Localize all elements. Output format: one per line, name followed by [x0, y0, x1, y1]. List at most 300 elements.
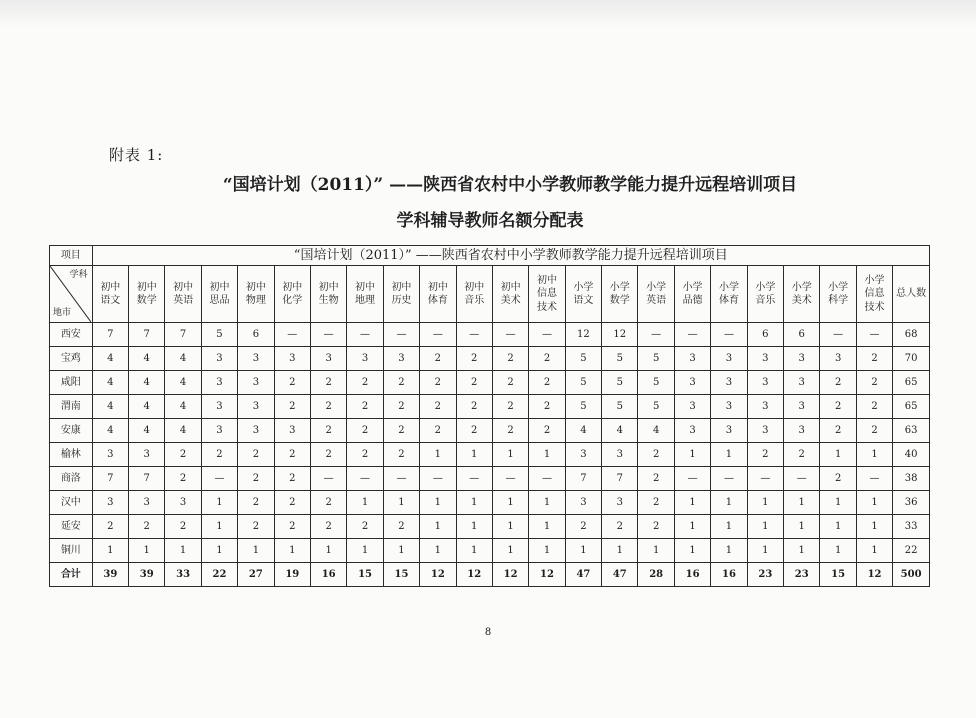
count-cell: —	[456, 467, 492, 491]
count-cell: 5	[602, 371, 638, 395]
count-cell: 2	[856, 347, 892, 371]
count-cell: 4	[129, 395, 165, 419]
count-cell: 2	[383, 371, 419, 395]
count-cell: 2	[492, 347, 528, 371]
column-header	[529, 266, 565, 323]
count-cell: —	[784, 467, 820, 491]
column-header-line: 小学	[646, 281, 667, 293]
column-header	[347, 266, 383, 323]
count-cell: 1	[784, 491, 820, 515]
column-header	[820, 266, 856, 323]
total-cell: 12	[492, 563, 528, 587]
count-cell: 3	[238, 371, 274, 395]
city-cell: 西安	[50, 323, 93, 347]
count-cell: 63	[893, 419, 930, 443]
city-cell: 宝鸡	[50, 347, 93, 371]
table-header-row	[50, 266, 930, 323]
count-cell: 2	[274, 491, 310, 515]
column-header	[310, 266, 346, 323]
count-cell: —	[747, 467, 783, 491]
document-subtitle: 学科辅导教师名额分配表	[396, 211, 584, 231]
count-cell: 4	[129, 347, 165, 371]
count-cell: 4	[165, 347, 201, 371]
count-cell: 2	[638, 515, 674, 539]
total-cell: 22	[201, 563, 237, 587]
count-cell: 2	[420, 371, 456, 395]
count-cell: 2	[420, 395, 456, 419]
column-header	[893, 266, 930, 323]
count-cell: —	[856, 467, 892, 491]
count-cell: 3	[747, 347, 783, 371]
count-cell: 1	[856, 515, 892, 539]
city-cell: 安康	[50, 419, 93, 443]
table-band-row	[50, 246, 930, 266]
count-cell: 1	[529, 515, 565, 539]
count-cell: 2	[274, 395, 310, 419]
table-row	[50, 491, 930, 515]
column-header-line: 初中	[427, 281, 448, 293]
count-cell: 2	[856, 395, 892, 419]
count-cell: 3	[347, 347, 383, 371]
column-header-line: 历史	[391, 295, 412, 306]
count-cell: —	[711, 467, 747, 491]
count-cell: 1	[820, 491, 856, 515]
column-header-line: 小学	[755, 281, 776, 293]
total-cell: 16	[711, 563, 747, 587]
count-cell: —	[383, 467, 419, 491]
count-cell: 2	[456, 371, 492, 395]
count-cell: 5	[602, 347, 638, 371]
quota-table	[49, 245, 930, 587]
column-header-line: 初中	[318, 281, 339, 293]
count-cell: 2	[310, 491, 346, 515]
count-cell: 1	[820, 539, 856, 563]
count-cell: 3	[674, 395, 710, 419]
column-header	[784, 266, 820, 323]
total-cell: 15	[383, 563, 419, 587]
total-cell: 500	[893, 563, 930, 587]
count-cell: 3	[674, 347, 710, 371]
count-cell: 2	[492, 419, 528, 443]
count-cell: 3	[129, 443, 165, 467]
column-header-line: 初中	[391, 281, 412, 293]
count-cell: 1	[420, 491, 456, 515]
count-cell: 3	[711, 395, 747, 419]
city-cell: 商洛	[50, 467, 93, 491]
total-label-cell: 合计	[50, 563, 93, 587]
count-cell: 1	[92, 539, 128, 563]
count-cell: —	[529, 323, 565, 347]
count-cell: 3	[602, 443, 638, 467]
count-cell: 12	[565, 323, 601, 347]
column-header-line: 数学	[136, 295, 157, 306]
total-cell: 28	[638, 563, 674, 587]
count-cell: —	[674, 323, 710, 347]
count-cell: 5	[602, 395, 638, 419]
table-row	[50, 515, 930, 539]
count-cell: 2	[92, 515, 128, 539]
count-cell: 4	[92, 419, 128, 443]
column-header	[674, 266, 710, 323]
count-cell: 1	[420, 515, 456, 539]
column-header-line: 初中	[500, 281, 521, 293]
table-band-title: “国培计划（2011）” ——陕西省农村中小学教师教学能力提升远程培训项目	[92, 246, 929, 266]
column-header-line: 美术	[500, 295, 521, 306]
total-cell: 47	[565, 563, 601, 587]
count-cell: 2	[492, 371, 528, 395]
count-cell: 2	[856, 419, 892, 443]
table-row	[50, 419, 930, 443]
count-cell: 1	[856, 539, 892, 563]
column-header-line: 语文	[573, 295, 594, 306]
count-cell: —	[820, 323, 856, 347]
count-cell: 3	[711, 347, 747, 371]
count-cell: 2	[784, 443, 820, 467]
count-cell: 2	[820, 419, 856, 443]
count-cell: 2	[274, 443, 310, 467]
count-cell: 3	[565, 443, 601, 467]
count-cell: 4	[92, 371, 128, 395]
count-cell: 7	[92, 323, 128, 347]
column-header-line: 英语	[646, 295, 667, 306]
count-cell: 1	[165, 539, 201, 563]
total-cell: 15	[820, 563, 856, 587]
count-cell: 3	[674, 371, 710, 395]
count-cell: 2	[820, 467, 856, 491]
count-cell: —	[310, 467, 346, 491]
count-cell: 2	[347, 515, 383, 539]
column-header-line: 初中	[537, 274, 557, 286]
count-cell: —	[856, 323, 892, 347]
corner-city-label: 地市	[53, 307, 72, 318]
count-cell: 5	[565, 371, 601, 395]
table-row	[50, 467, 930, 491]
column-header	[856, 266, 892, 323]
total-cell: 15	[347, 563, 383, 587]
count-cell: —	[674, 467, 710, 491]
count-cell: 36	[893, 491, 930, 515]
column-header-line: 美术	[791, 295, 812, 306]
count-cell: 3	[820, 347, 856, 371]
count-cell: 2	[420, 419, 456, 443]
corner-header-cell	[50, 266, 93, 323]
count-cell: 1	[129, 539, 165, 563]
column-header	[711, 266, 747, 323]
count-cell: 1	[456, 443, 492, 467]
count-cell: 1	[711, 539, 747, 563]
count-cell: 3	[92, 491, 128, 515]
column-header-line: 信息	[864, 288, 885, 300]
city-cell: 榆林	[50, 443, 93, 467]
count-cell: —	[420, 467, 456, 491]
count-cell: 3	[92, 443, 128, 467]
column-header-line: 体育	[718, 295, 739, 306]
count-cell: 1	[674, 539, 710, 563]
total-cell: 39	[92, 563, 128, 587]
count-cell: —	[310, 323, 346, 347]
column-header-line: 初中	[209, 281, 230, 293]
page-number: 8	[484, 627, 492, 638]
column-header-line: 英语	[173, 295, 194, 306]
count-cell: 2	[238, 491, 274, 515]
column-header-line: 小学	[609, 281, 630, 293]
column-header-line: 初中	[282, 281, 303, 293]
count-cell: 5	[201, 323, 237, 347]
count-cell: 2	[820, 395, 856, 419]
count-cell: 1	[456, 515, 492, 539]
count-cell: 4	[129, 419, 165, 443]
count-cell: 2	[310, 395, 346, 419]
table-row	[50, 539, 930, 563]
count-cell: 4	[565, 419, 601, 443]
count-cell: 2	[274, 371, 310, 395]
count-cell: 2	[238, 443, 274, 467]
count-cell: 2	[165, 443, 201, 467]
appendix-label: 附表 1:	[109, 146, 164, 164]
column-header	[456, 266, 492, 323]
count-cell: 1	[492, 539, 528, 563]
count-cell: 3	[784, 395, 820, 419]
count-cell: 2	[383, 419, 419, 443]
count-cell: 40	[893, 443, 930, 467]
count-cell: 4	[129, 371, 165, 395]
count-cell: —	[201, 467, 237, 491]
total-cell: 33	[165, 563, 201, 587]
count-cell: —	[529, 467, 565, 491]
count-cell: 2	[310, 371, 346, 395]
count-cell: 1	[274, 539, 310, 563]
document-title: “国培计划（2011）” ——陕西省农村中小学教师教学能力提升远程培训项目	[222, 175, 798, 195]
column-header	[638, 266, 674, 323]
table-row	[50, 323, 930, 347]
count-cell: 1	[310, 539, 346, 563]
count-cell: 3	[201, 347, 237, 371]
count-cell: 2	[420, 347, 456, 371]
count-cell: 3	[238, 347, 274, 371]
count-cell: 3	[747, 395, 783, 419]
column-header-line: 科学	[828, 295, 849, 306]
column-header-line: 小学	[828, 281, 849, 293]
corner-subject-label: 学科	[69, 270, 88, 280]
count-cell: 65	[893, 395, 930, 419]
column-header-line: 数学	[609, 295, 630, 306]
city-cell: 延安	[50, 515, 93, 539]
count-cell: —	[492, 323, 528, 347]
count-cell: 12	[602, 323, 638, 347]
count-cell: 4	[602, 419, 638, 443]
count-cell: 1	[820, 443, 856, 467]
column-header-line: 语文	[100, 295, 121, 306]
column-header	[602, 266, 638, 323]
count-cell: 1	[492, 443, 528, 467]
count-cell: 2	[529, 347, 565, 371]
count-cell: 1	[201, 491, 237, 515]
count-cell: 1	[383, 539, 419, 563]
total-cell: 27	[238, 563, 274, 587]
count-cell: 3	[383, 347, 419, 371]
count-cell: 7	[165, 323, 201, 347]
count-cell: —	[347, 323, 383, 347]
count-cell: 7	[565, 467, 601, 491]
total-cell: 12	[456, 563, 492, 587]
count-cell: 4	[92, 395, 128, 419]
column-header-line: 初中	[136, 281, 157, 293]
count-cell: 3	[274, 419, 310, 443]
count-cell: 1	[201, 539, 237, 563]
count-cell: 1	[856, 443, 892, 467]
column-header	[492, 266, 528, 323]
count-cell: 3	[201, 395, 237, 419]
column-header-line: 信息	[537, 288, 557, 300]
count-cell: 2	[529, 419, 565, 443]
count-cell: 1	[820, 515, 856, 539]
count-cell: 2	[456, 395, 492, 419]
total-cell: 16	[310, 563, 346, 587]
count-cell: 4	[92, 347, 128, 371]
table-row	[50, 347, 930, 371]
count-cell: 6	[747, 323, 783, 347]
count-cell: 3	[674, 419, 710, 443]
count-cell: 3	[201, 371, 237, 395]
count-cell: 2	[129, 515, 165, 539]
count-cell: 3	[711, 371, 747, 395]
count-cell: 1	[747, 491, 783, 515]
count-cell: —	[638, 323, 674, 347]
count-cell: 5	[638, 347, 674, 371]
count-cell: 2	[347, 419, 383, 443]
column-header-line: 初中	[100, 281, 121, 293]
total-cell: 16	[674, 563, 710, 587]
column-header	[238, 266, 274, 323]
column-header-line: 音乐	[755, 295, 776, 306]
column-header	[565, 266, 601, 323]
count-cell: —	[420, 323, 456, 347]
item-header-cell: 项目	[50, 246, 93, 266]
count-cell: 68	[893, 323, 930, 347]
count-cell: 2	[638, 491, 674, 515]
count-cell: 1	[784, 539, 820, 563]
count-cell: 1	[347, 539, 383, 563]
count-cell: 3	[201, 419, 237, 443]
count-cell: 1	[201, 515, 237, 539]
city-cell: 铜川	[50, 539, 93, 563]
count-cell: 1	[238, 539, 274, 563]
count-cell: 1	[711, 515, 747, 539]
count-cell: 4	[165, 395, 201, 419]
count-cell: 2	[492, 395, 528, 419]
count-cell: 1	[529, 539, 565, 563]
count-cell: 1	[420, 443, 456, 467]
count-cell: 4	[165, 419, 201, 443]
count-cell: 2	[638, 443, 674, 467]
count-cell: 1	[602, 539, 638, 563]
column-header-line: 地理	[355, 295, 376, 306]
total-cell: 47	[602, 563, 638, 587]
count-cell: 2	[165, 467, 201, 491]
count-cell: 1	[747, 515, 783, 539]
table-total-row	[50, 563, 930, 587]
count-cell: 3	[274, 347, 310, 371]
count-cell: 3	[784, 371, 820, 395]
count-cell: —	[711, 323, 747, 347]
column-header-line: 技术	[537, 301, 557, 313]
count-cell: —	[274, 323, 310, 347]
city-cell: 汉中	[50, 491, 93, 515]
count-cell: 1	[492, 515, 528, 539]
scan-edge-shadow	[0, 0, 976, 28]
count-cell: 1	[529, 491, 565, 515]
count-cell: 2	[856, 371, 892, 395]
count-cell: 2	[747, 443, 783, 467]
count-cell: 2	[820, 371, 856, 395]
total-cell: 23	[747, 563, 783, 587]
column-header-line: 化学	[282, 295, 303, 306]
city-cell: 渭南	[50, 395, 93, 419]
total-cell: 39	[129, 563, 165, 587]
count-cell: 2	[602, 515, 638, 539]
count-cell: —	[383, 323, 419, 347]
count-cell: 2	[201, 443, 237, 467]
count-cell: 1	[674, 515, 710, 539]
count-cell: —	[492, 467, 528, 491]
count-cell: 65	[893, 371, 930, 395]
column-header-line: 初中	[464, 281, 485, 293]
count-cell: 2	[456, 419, 492, 443]
count-cell: 3	[747, 371, 783, 395]
count-cell: 2	[310, 419, 346, 443]
count-cell: 5	[565, 395, 601, 419]
table-row	[50, 395, 930, 419]
count-cell: 3	[784, 347, 820, 371]
count-cell: —	[456, 323, 492, 347]
count-cell: 4	[638, 419, 674, 443]
count-cell: 2	[165, 515, 201, 539]
column-header	[129, 266, 165, 323]
count-cell: 3	[784, 419, 820, 443]
count-cell: 1	[711, 491, 747, 515]
column-header	[165, 266, 201, 323]
column-header-line: 物理	[245, 295, 266, 306]
count-cell: 2	[383, 443, 419, 467]
count-cell: 2	[638, 467, 674, 491]
count-cell: 1	[529, 443, 565, 467]
count-cell: 3	[711, 419, 747, 443]
count-cell: 2	[310, 515, 346, 539]
column-header-line: 生物	[318, 295, 339, 306]
count-cell: 7	[129, 467, 165, 491]
count-cell: 22	[893, 539, 930, 563]
count-cell: 6	[238, 323, 274, 347]
count-cell: 2	[383, 515, 419, 539]
count-cell: 33	[893, 515, 930, 539]
total-cell: 12	[856, 563, 892, 587]
count-cell: 7	[92, 467, 128, 491]
column-header	[747, 266, 783, 323]
count-cell: 5	[638, 371, 674, 395]
count-cell: 1	[711, 443, 747, 467]
count-cell: 1	[784, 515, 820, 539]
column-header-line: 总人数	[896, 288, 927, 300]
count-cell: 1	[456, 491, 492, 515]
column-header-line: 初中	[245, 281, 266, 293]
column-header-line: 初中	[355, 281, 376, 293]
count-cell: 1	[347, 491, 383, 515]
column-header-line: 技术	[864, 301, 885, 313]
count-cell: 3	[238, 419, 274, 443]
column-header-line: 小学	[791, 281, 812, 293]
count-cell: 3	[565, 491, 601, 515]
count-cell: 5	[565, 347, 601, 371]
